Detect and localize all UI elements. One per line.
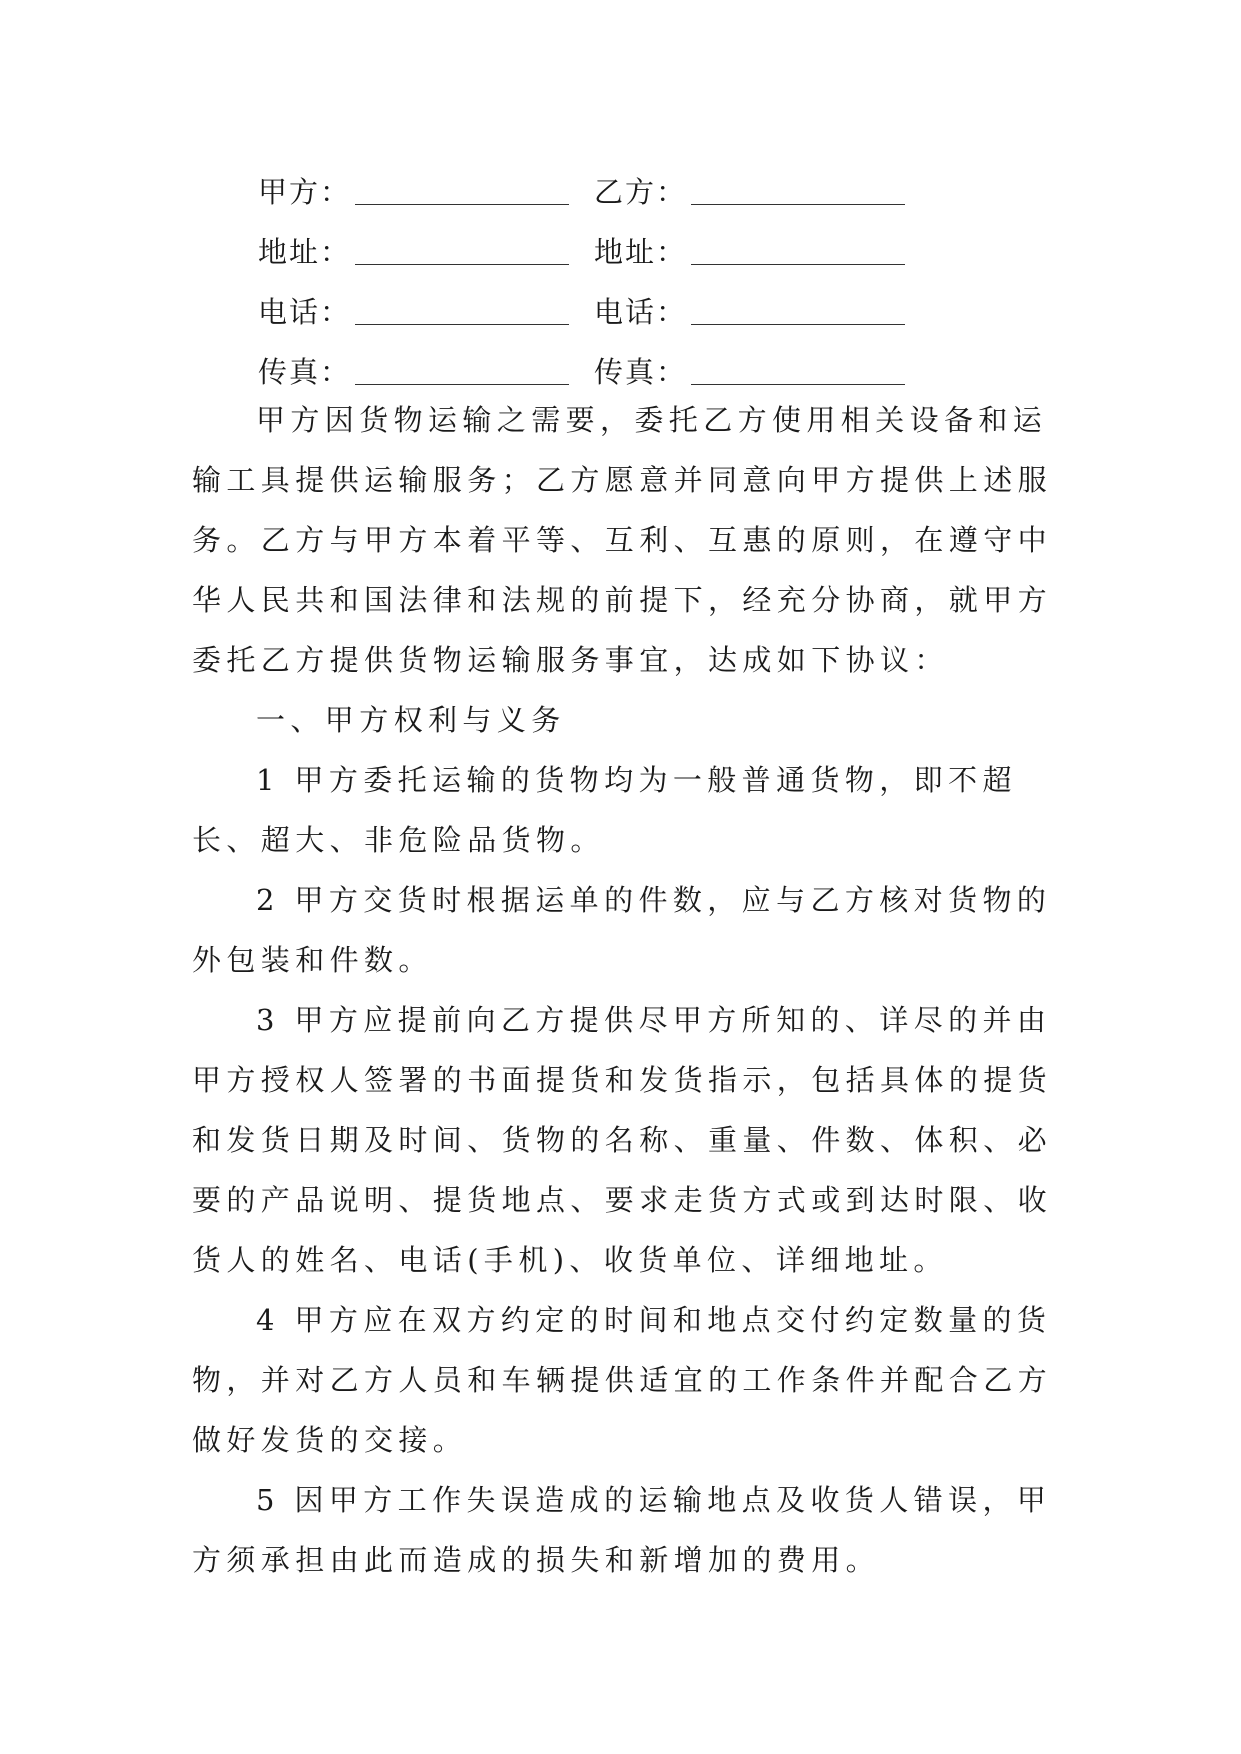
party-b-phone — [594, 290, 930, 331]
blank-line[interactable] — [355, 296, 569, 325]
blank-line[interactable] — [355, 176, 569, 205]
field-row-address — [258, 220, 978, 280]
field-label: 电话： — [258, 294, 352, 329]
field-label: 甲方： — [258, 174, 352, 209]
field-label: 地址： — [594, 234, 688, 269]
field-label: 地址： — [258, 234, 352, 269]
party-a-phone — [258, 290, 594, 331]
blank-line[interactable] — [691, 236, 905, 265]
clause-item-1: 1 甲方委托运输的货物均为一般普通货物，即不超长、超大、非危险品货物。 — [192, 763, 1017, 857]
party-b-name — [594, 170, 930, 211]
party-a-name — [258, 170, 594, 211]
clause-item-2: 2 甲方交货时根据运单的件数，应与乙方核对货物的外包装和件数。 — [192, 883, 1052, 977]
field-label: 电话： — [594, 294, 688, 329]
section-heading: 一、甲方权利与义务 — [256, 703, 566, 737]
field-label: 传真： — [258, 354, 352, 389]
blank-line[interactable] — [355, 236, 569, 265]
party-a-fax — [258, 350, 594, 391]
clause-item-4: 4 甲方应在双方约定的时间和地点交付约定数量的货物，并对乙方人员和车辆提供适宜的工作条件并配合乙方做好发货的交接。 — [192, 1303, 1053, 1457]
blank-line[interactable] — [691, 356, 905, 385]
party-b-fax — [594, 350, 930, 391]
party-info-fields — [258, 160, 978, 400]
field-row-party — [258, 160, 978, 220]
field-label: 传真： — [594, 354, 688, 389]
field-row-phone — [258, 280, 978, 340]
intro-paragraph: 甲方因货物运输之需要，委托乙方使用相关设备和运输工具提供运输服务；乙方愿意并同意向甲方提供上述服务。乙方与甲方本着平等、互利、互惠的原则，在遵守中华人民共和国法律和法规的前提下，经充分协商，就甲方委托乙方提供货物运输服务事宜，达成如下协议： — [192, 403, 1053, 677]
field-label: 乙方： — [594, 174, 688, 209]
blank-line[interactable] — [691, 176, 905, 205]
party-b-address — [594, 230, 930, 271]
blank-line[interactable] — [355, 356, 569, 385]
blank-line[interactable] — [691, 296, 905, 325]
clause-item-5: 5 因甲方工作失误造成的运输地点及收货人错误，甲方须承担由此而造成的损失和新增加的费用。 — [192, 1483, 1052, 1577]
clause-item-3: 3 甲方应提前向乙方提供尽甲方所知的、详尽的并由甲方授权人签署的书面提货和发货指示，包括具体的提货和发货日期及时间、货物的名称、重量、件数、体积、必要的产品说明、提货地点、要求走货方式或到达时限、收货人的姓名、电话(手机)、收货单位、详细地址。 — [192, 1003, 1053, 1277]
contract-body — [192, 390, 1062, 1590]
party-a-address — [258, 230, 594, 271]
